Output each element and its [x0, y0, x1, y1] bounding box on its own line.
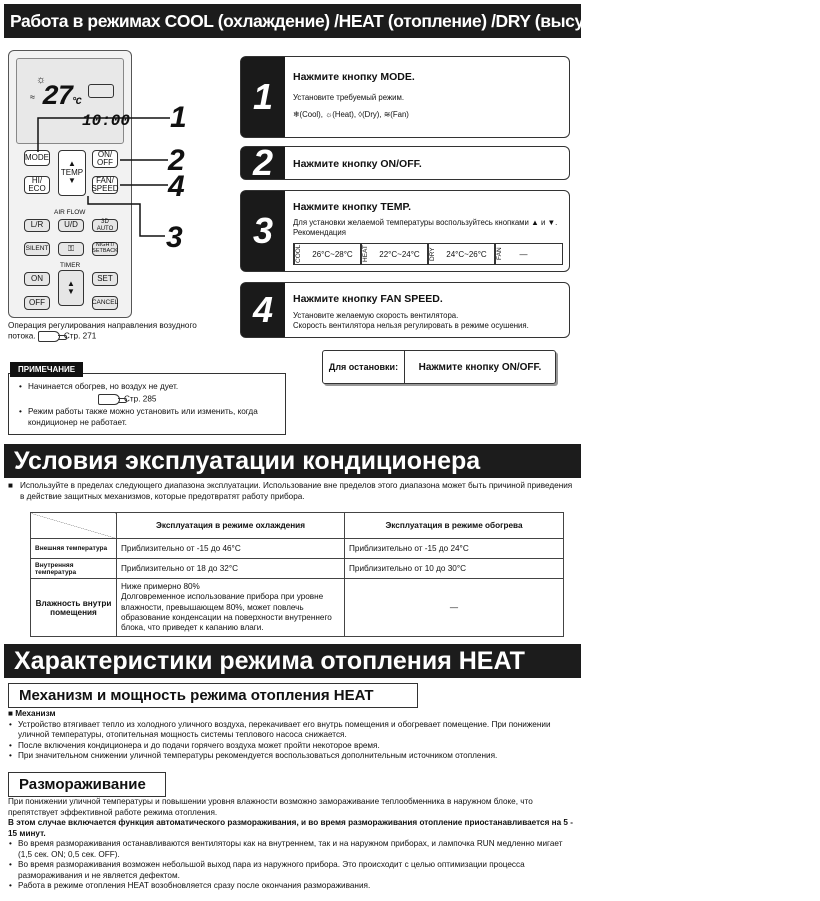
off-timer-button[interactable]: OFF — [24, 296, 50, 310]
temp-up-icon[interactable]: ▲ — [68, 159, 76, 169]
on-off-button[interactable]: ON/ OFF — [92, 150, 118, 168]
heat-title: Характеристики режима отопления HEAT — [4, 644, 581, 678]
callout-3: 3 — [166, 221, 183, 254]
defrost-section: При понижении уличной температуры и повышении уровня влажности возможно замораживание теплообменника в наружном блоке, что препятствует эффективной работе режима отопления. В этом случае включается функция автоматического размораживания, и во время размораживания отопление приостанавливается на 5 - 15 минут. • Во время размораживания останавливаются вентиляторы как на внутреннем, так и на наружном приборах, и лампочка RUN медленно мигает (1,5 сек. ON; 0,5 сек. OFF). • Во время размораживания возможен небольшой выход пара из наружного прибора. Это происходит с целью оптимизации процесса размораживания и не является дефектом. • Работа в режиме отопления HEAT возобновляется сразу после окончания размораживания. — [8, 797, 578, 892]
note-ref: Стр. 285 — [18, 394, 282, 405]
step-1: 1 Нажмите кнопку MODE. Установите требуемый режим. ❄(Cool), ☼(Heat), ◊(Dry), ≋(Fan) — [240, 56, 570, 138]
set-button[interactable]: SET — [92, 272, 118, 286]
fan-speed-button[interactable]: FAN/ SPEED — [91, 175, 119, 193]
ud-button[interactable]: U/D — [58, 219, 84, 232]
mechanism-label: ■ Механизм — [8, 709, 56, 718]
pointing-hand-icon — [98, 394, 120, 405]
callout-2: 2 — [168, 144, 185, 177]
silent-button[interactable]: SILENT — [24, 242, 50, 256]
hi-eco-button[interactable]: HI/ ECO — [24, 176, 50, 194]
airflow-note: Операция регулирования направления возудного потока. Стр. 271 — [8, 321, 197, 341]
callout-4: 4 — [168, 170, 185, 203]
timer-up-icon[interactable]: ▲ — [67, 278, 75, 288]
note-header: ПРИМЕЧАНИЕ — [10, 362, 83, 377]
step-4: 4 Нажмите кнопку FAN SPEED. Установите желаемую скорость вентилятора. Скорость вентилятора нельзя регулировать в режиме осушения. — [240, 282, 570, 338]
mechanism-section: ■ Механизм • Устройство втягивает тепло из холодного уличного воздуха, перекачивает его внутрь помещения и обогревает помещение. При понижении уличной температуры, отопительная мощность системы теплового насоса снижается. • После включения кондиционера и до подачи горячего воздуха может пройти некоторое время. • При значительном снижении уличной температуры рекомендуется воспользоваться дополнительным источником отопления. — [8, 709, 578, 762]
fan-icon: ≈ — [30, 92, 35, 102]
square-bullet-icon: ■ — [8, 709, 16, 718]
lcd-temperature: 27°C — [42, 82, 80, 113]
temp-down-icon[interactable]: ▼ — [68, 176, 76, 186]
timer-label: TIMER — [60, 262, 81, 269]
lcd-time: 10:00 — [82, 112, 131, 130]
conditions-title: Условия эксплуатации кондиционера — [4, 444, 581, 478]
callout-1: 1 — [170, 101, 187, 134]
step-2: 2 Нажмите кнопку ON/OFF. — [240, 146, 570, 180]
heat-mechanism-subtitle: Механизм и мощность режима отопления HEAT — [8, 683, 418, 708]
square-bullet-icon: ■ — [8, 481, 13, 490]
stop-box: Для остановки: Нажмите кнопку ON/OFF. — [322, 350, 556, 384]
recommended-temps: COOL 26°C~28°C HEAT 22°C~24°C DRY 24°C~26°C FAN — — [293, 243, 563, 265]
conditions-table: Эксплуатация в режиме охлаждения Эксплуатация в режиме обогрева Внешняя температура Приблизительно от -15 до 46°C Приблизительно от -15 до 24°C Внутренняя температура Приблизительно от 18 до 32°C Приблизительно от 10 до 30°C Влажность внутри помещения Ниже примерно 80% Долговременное использование прибора при уровне влажности, превышающем 80%, может повлечь образование конденсации на поверхности внутреннего блока, что приведет к капанию влаги. — — [30, 512, 564, 637]
defrost-subtitle: Размораживание — [8, 772, 166, 797]
note-content: • Начинается обогрев, но воздух не дует. Стр. 285 • Режим работы также можно установить или изменить, когда кондиционер не работает. — [18, 382, 282, 428]
airflow-page-ref[interactable]: Стр. 271 — [63, 331, 97, 341]
pointing-hand-icon — [38, 331, 60, 342]
timer-arrows[interactable] — [58, 270, 84, 306]
3d-auto-button[interactable]: 3D AUTO — [92, 219, 118, 232]
page-title: Работа в режимах COOL (охлаждение) /HEAT (отопление) /DRY (высушивание) /FAN (вентиляция) — [10, 11, 820, 31]
cancel-button[interactable]: CANCEL — [92, 296, 118, 310]
sun-icon: ☼ — [36, 74, 47, 86]
mode-button[interactable]: MODE — [24, 150, 50, 166]
conditions-intro: ■ Используйте в пределах следующего диапазона эксплуатации. Использование вне пределов этого диапазона может быть причиной приведения в действие защитных механизмов, которые предотвратят работу прибора. — [8, 481, 573, 501]
step-3: 3 Нажмите кнопку TEMP. Для установки желаемой температуры воспользуйтесь кнопками ▲ и ▼. Рекомендация COOL 26°C~28°C HEAT 22°C~24°C DRY 24°C~26°C FAN — — [240, 190, 570, 272]
on-timer-button[interactable]: ON — [24, 272, 50, 286]
night-setback-button[interactable]: NIGHT/ SETBACK — [92, 242, 118, 254]
timer-down-icon[interactable]: ▼ — [67, 287, 75, 296]
airflow-label: AIR FLOW — [54, 209, 86, 216]
lock-icon[interactable]: ⚿ — [58, 242, 84, 256]
lr-button[interactable]: L/R — [24, 219, 50, 232]
callout-lines — [0, 0, 240, 260]
temp-button[interactable]: ▲ TEMP ▼ — [58, 150, 86, 196]
